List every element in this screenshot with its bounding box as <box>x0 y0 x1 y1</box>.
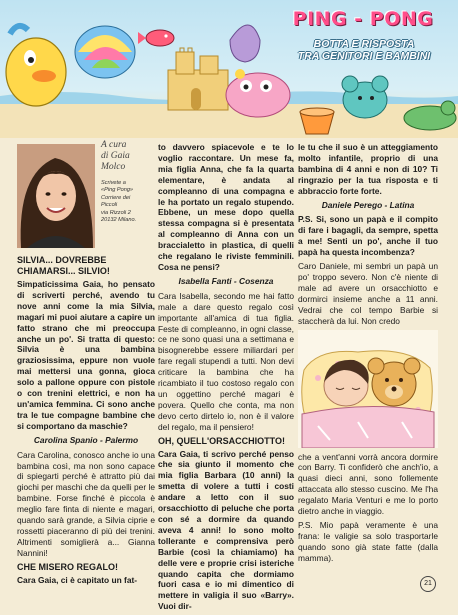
column-3 <box>298 142 438 567</box>
column-1 <box>17 140 155 589</box>
subtitle-line: TRA GENITORI E BAMBINI <box>297 50 431 62</box>
address-line: «Ping Pong» <box>101 187 134 194</box>
author-photo <box>17 144 95 248</box>
duck-character-icon <box>6 26 66 106</box>
girl-portrait-icon <box>17 144 95 248</box>
beach-ball-icon <box>75 26 135 78</box>
address-line: via Rizzoli 2 <box>101 209 131 216</box>
letter-signature: Carolina Spanio - Palermo <box>33 434 139 445</box>
purple-drop-icon <box>230 25 260 62</box>
letter-text: Cara Gaia, ti scrivo perché penso che sia giunto il momento che mia figlia Barbara (10 anni) la smetta di volere a tutti i costi andare a letto con il suo orsacchiotto di peluche che porta con sé a dormire da quando aveva 4 anni! Io sono molto tollerante e comprensiva però Barbie (così la chiamiamo) ha delle vere e proprie crisi isteriche quando capita che dormiamo fuori casa e io mi dimentico di mettere in valigia il suo «Barry». Vuoi dir- <box>158 448 294 612</box>
letter-headline: CHE MISERO REGALO! <box>17 561 119 572</box>
reply-text: Cara Carolina, conosco anche io una bambina così, ma non sono capace di spiegarti perché è attratto più dai giochi per maschi che da quelli per le bambine. Forse finché è piccola è meglio fare finta di niente e magari, quando sarà grande, a Silvia ciprie e rossetti piaceranno di più dei trenini. Altrimenti somiglierà a... Gianna Nannini! <box>17 449 155 558</box>
sleeping-girl-bear-icon <box>298 330 438 448</box>
reply-text: Caro Daniele, mi sembri un papà un po' troppo severo. Non c'è niente di male ad avere un orsacchiotto e dormirci insieme anche a 11 anni. Vedrai che col tempo Barbie si staccherà da lui. Non credo <box>298 261 438 326</box>
credit-line: Molco <box>101 162 126 172</box>
letter-text: Simpaticissima Gaia, ho pensato di scriverti perché, avendo tu nove anni come la mia Silvia, magari mi puoi aiutare a capire un fatto strano che mi preoccupa anche un po'. Si tratta di questo: Silvia è una bambina graziosissima, eppure non vuole mai mettersi una gonna, gioca solo a pallone oppure con pistole o con trenini elettrici, e non ha un'amica femmina. Ci sono anche tra le tue compagne bambine che si comportano da maschie? <box>17 279 155 431</box>
letter-headline: SILVIA... DOVREBBE CHIAMARSI... SILVIO! <box>17 255 110 276</box>
mailing-address <box>101 180 155 224</box>
page-number: 21 <box>420 576 436 592</box>
page-subtitle <box>286 38 442 62</box>
address-line: Scrivete a <box>101 180 126 186</box>
teddy-bear-illustration <box>298 330 438 448</box>
letter-text: le tu che il suo è un atteggiamento molto infantile, proprio di una bambina di 4 anni e non di 10? Ti ringrazio per la tua risposta e ti abbraccio forte forte. <box>298 142 438 196</box>
sandcastle-icon <box>168 48 228 110</box>
letter-text: to davvero spiacevole e te lo voglio raccontare. Un mese fa, mia figlia Anna, che fa la quarta elementare, è andata al compleanno di una compagna e le ha portato un regalo stupendo. Ebbene, un mese dopo quella stessa compagna si è presentata al compleanno di Anna con un braccialetto in plastica, di quelli che regalano le riviste femminili. Cosa ne pensi? <box>158 142 294 272</box>
page-title: PING - PONG <box>292 8 434 30</box>
letter-signature: Isabella Fanti - Cosenza <box>178 275 274 286</box>
column-2 <box>158 142 294 615</box>
reply-text: Cara Isabella, secondo me hai fatto male a dare questo regalo così importante all'amica di tua figlia. Feste di compleanno, in ogni classe, ce ne sono quasi una a settimana e bisognerebbe essere miliardari per fare regali stupendi a tutti. Non devi criticare la bambina che ha ricambiato il tuo costoso regalo con un oggettino perché magari è povera. Quello che conta, ma non devo certo dirtelo io, non è il valore del regalo, ma il pensiero! <box>158 290 294 432</box>
editor-credit <box>101 140 155 173</box>
fish-icon <box>138 30 174 46</box>
bucket-icon <box>300 108 334 134</box>
header-banner <box>0 0 458 138</box>
teal-animal-icon <box>342 76 388 118</box>
subtitle-line: BOTTA E RISPOSTA <box>313 38 415 50</box>
author-box <box>17 140 155 252</box>
reply-text: che a vent'anni vorrà ancora dormire con Barry. Ti confiderò che anch'io, a quasi dieci anni, sono follemente attaccata allo stesso cuscino. Me l'ha regalato Maria Venturi e me lo porto dietro anche in viaggio. <box>298 451 438 517</box>
credit-line: di Gaia <box>101 151 130 161</box>
letter-signature: Daniele Perego - Latina <box>321 199 415 210</box>
pink-monster-icon <box>226 69 290 117</box>
address-line: 20132 Milano. <box>101 217 137 224</box>
postscript-text: P.S. Mio papà veramente è una frana: le valigie sa solo trasportarle quando sono già state fatte (dalla mamma). <box>298 519 438 563</box>
letter-text: Cara Gaia, ci è capitato un fat- <box>17 574 138 585</box>
address-line: Piccoli <box>101 202 118 209</box>
letter-headline: OH, QUELL'ORSACCHIOTTO! <box>158 435 285 446</box>
address-line: Corriere dei <box>101 194 131 201</box>
credit-line: A cura <box>101 140 127 150</box>
postscript-text: P.S. Si, sono un papà e il compito di fare i bagagli, da sempre, spetta a me! Senti un po', anche il tuo papà ha questa incombenza? <box>298 214 438 258</box>
